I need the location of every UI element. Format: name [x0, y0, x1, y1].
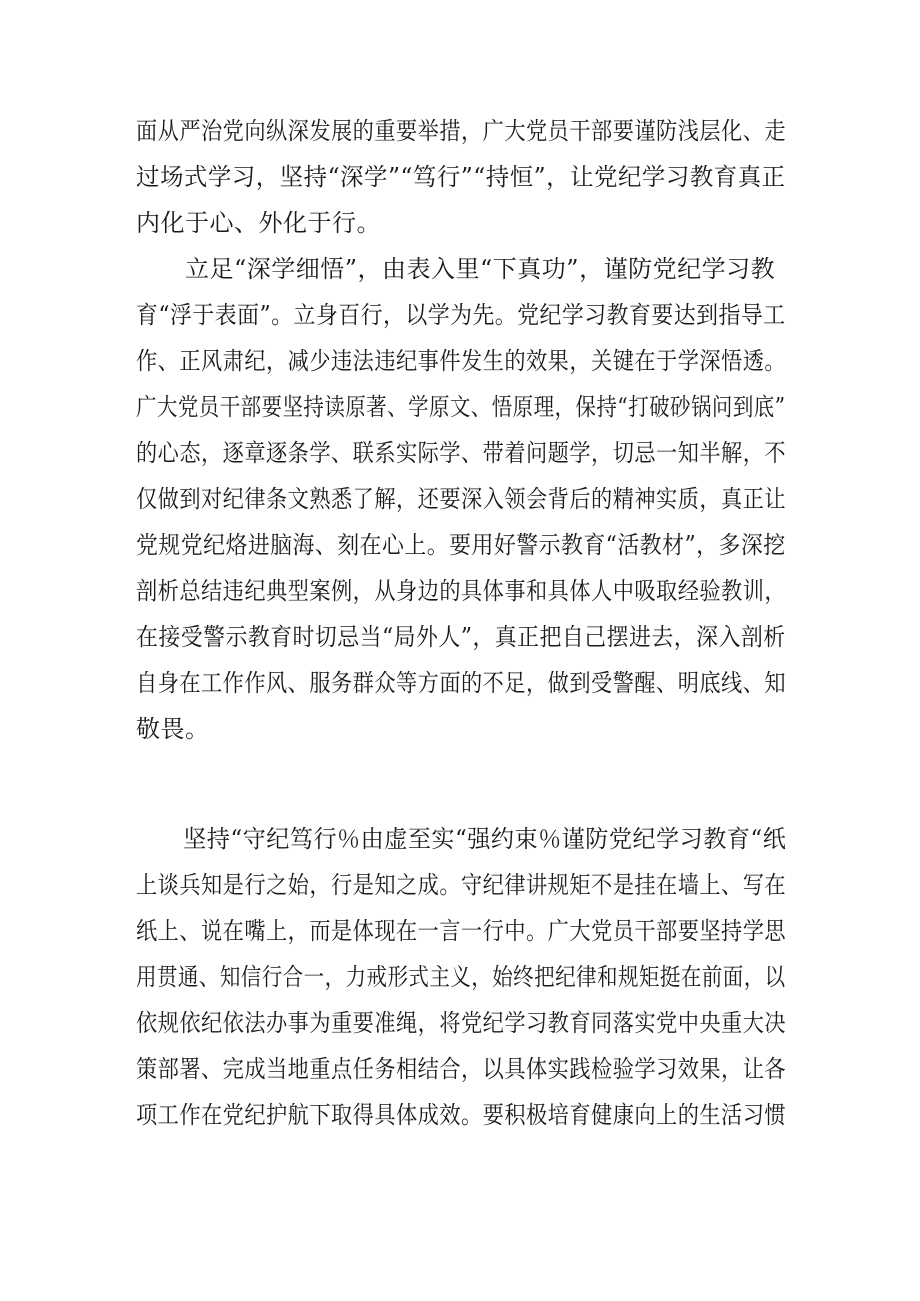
text-line: 自身在工作作风、服务群众等方面的不足，做到受警醒、明底线、知: [136, 669, 787, 697]
text-line: 纸上、说在嘴上，而是体现在一言一行中。广大党员干部要坚持学思: [136, 917, 787, 945]
text-line: 在接受警示教育时切忌当“局外人”，真正把自己摆进去，深入剖析: [136, 623, 786, 651]
text-line: 用贯通、知信行合一，力戒形式主义，始终把纪律和规矩挺在前面，以: [136, 963, 786, 991]
text-line: 内化于心、外化于行。: [136, 209, 381, 237]
paragraph-2: [136, 246, 786, 752]
text-line: 仅做到对纪律条文熟悉了解，还要深入领会背后的精神实质，真正让: [136, 485, 787, 513]
text-line: 过场式学习，坚持“深学”“笃行”“持恒”，让党纪学习教育真正: [136, 163, 786, 191]
text-line: 项工作在党纪护航下取得具体成效。要积极培育健康向上的生活习惯: [136, 1101, 787, 1129]
text-line: 育“浮于表面”。立身百行，以学为先。党纪学习教育要达到指导工: [136, 301, 786, 329]
text-line: 作、正风肃纪，减少违法违纪事件发生的效果，关键在于学深悟透。: [136, 347, 787, 375]
text-line: 面从严治党向纵深发展的重要举措，广大党员干部要谨防浅层化、走: [136, 117, 787, 145]
text-line: 上谈兵知是行之始，行是知之成。守纪律讲规矩不是挂在墙上、写在: [136, 871, 787, 899]
text-line: 立足“深学细悟”，由表入里“下真功”，谨防党纪学习教: [136, 255, 776, 283]
text-line: 剖析总结违纪典型案例，从身边的具体事和具体人中吸取经验教训，: [136, 577, 787, 605]
text-line: 的心态，逐章逐条学、联系实际学、带着问题学，切忌一知半解，不: [136, 439, 787, 467]
text-line: 策部署、完成当地重点任务相结合，以具体实践检验学习效果，让各: [136, 1055, 787, 1083]
text-line: 依规依纪依法办事为重要准绳，将党纪学习教育同落实党中央重大决: [136, 1009, 787, 1037]
text-line: 坚持“守纪笃行％由虚至实“强约束％谨防党纪学习教育“纸: [136, 825, 787, 853]
paragraph-3: [136, 816, 786, 1138]
text-line: 党规党纪烙进脑海、刻在心上。要用好警示教育“活教材”，多深挖: [136, 531, 786, 559]
text-line: 敬畏。: [136, 715, 210, 743]
paragraph-1: [136, 108, 786, 246]
text-line: 广大党员干部要坚持读原著、学原文、悟原理，保持“打破砂锅问到底”: [136, 393, 786, 421]
